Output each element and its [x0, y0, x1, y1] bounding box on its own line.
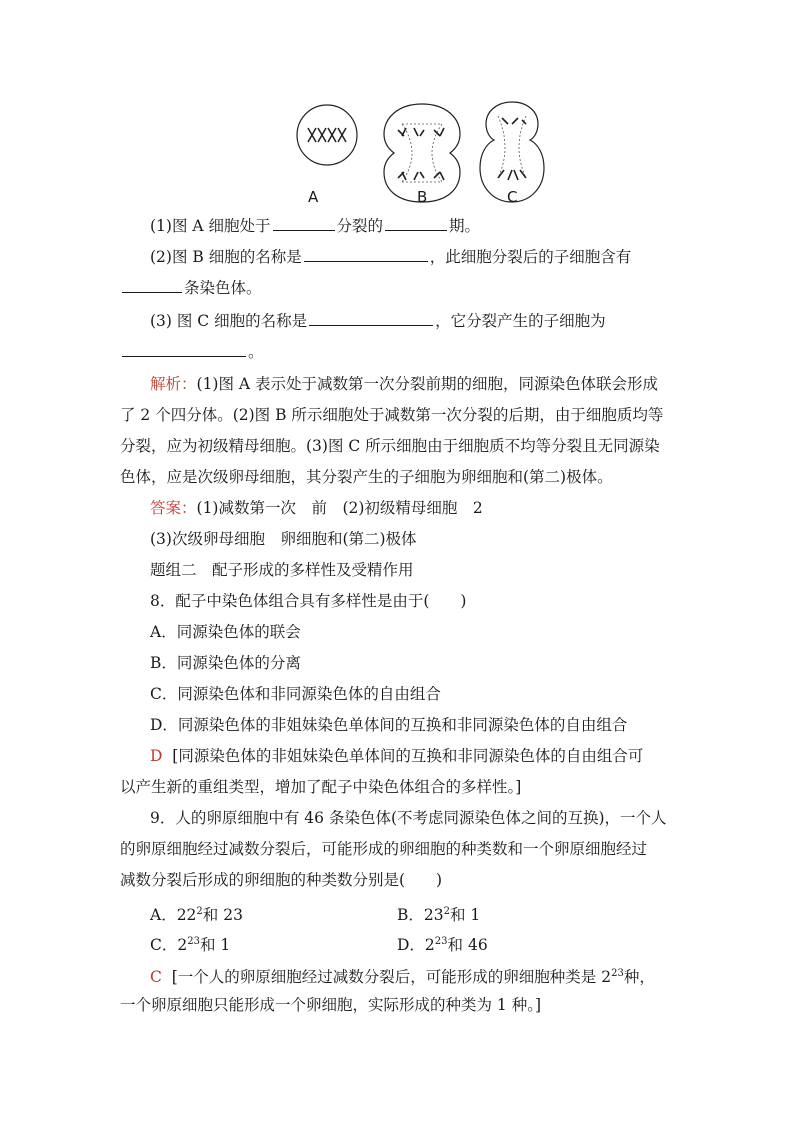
answer-line-2: (3)次级卵母细胞 卵细胞和(第二)极体	[150, 530, 417, 548]
answer-blank	[273, 215, 335, 231]
analysis-label: 解析：	[150, 375, 197, 393]
figure-label-c: C	[507, 188, 518, 206]
answer-label: 答案：	[150, 499, 197, 517]
question-8-stem: 8．配子中染色体组合具有多样性是由于( )	[150, 592, 467, 610]
question-8-key: D	[150, 747, 163, 765]
answer-blank	[122, 341, 246, 357]
sub-question-2-text-b: ，此细胞分裂后的子细胞含有	[429, 248, 632, 266]
question-8-option-c: C．同源染色体和非同源染色体的自由组合	[150, 685, 441, 703]
answer-text-1: (1)减数第一次 前 (2)初级精母细胞 2	[196, 499, 483, 517]
analysis-line-4: 色体，应是次级卵母细胞，其分裂产生的子细胞为卵细胞和(第二)极体。	[120, 468, 613, 486]
analysis-line-1	[150, 372, 658, 396]
option-c-exponent: 23	[187, 936, 200, 947]
question-8-explain-2: 以产生新的重组类型，增加了配子中染色体组合的多样性。]	[120, 778, 522, 796]
sub-question-2-cont	[120, 276, 262, 300]
figure-label-a: A	[308, 188, 319, 206]
analysis-line-3: 分裂，应为初级精母细胞。(3)图 C 所示细胞由于细胞质不均等分裂且无同源染	[120, 437, 660, 455]
question-9-stem-3: 减数分裂后形成的卵细胞的种类数分别是( )	[120, 871, 443, 889]
question-8-explain-1	[150, 744, 643, 768]
sub-question-3-text-c: 。	[248, 343, 264, 361]
figure-label-b: B	[417, 188, 428, 206]
answer-blank	[385, 215, 447, 231]
question-8-option-a: A．同源染色体的联会	[150, 623, 301, 641]
option-d-exponent: 23	[434, 936, 448, 947]
question-9-stem-2: 的卵原细胞经过减数分裂后，可能形成的卵细胞的种类数和一个卵原细胞经过	[120, 840, 648, 858]
question-9-explain-tail: 种，	[623, 968, 655, 986]
option-a-base: A．22	[150, 906, 197, 924]
option-d-tail: 和 46	[447, 936, 488, 954]
sub-question-1	[150, 214, 480, 238]
question-9-explain-2: 一个卵原细胞只能形成一个卵细胞，实际形成的种类为 1 种。]	[120, 996, 542, 1014]
answer-blank	[122, 277, 182, 293]
sub-question-2	[150, 245, 631, 269]
question-9-option-b	[397, 900, 480, 927]
question-9-stem-1: 9．人的卵原细胞中有 46 条染色体(不考虑同源染色体之间的互换)，一个人	[150, 809, 667, 827]
question-9-explain-1	[150, 962, 655, 989]
question-9-key: C	[150, 968, 162, 986]
option-c-base: C．2	[150, 936, 188, 954]
question-8-explain-text-1: [同源染色体的非姐妹染色单体间的互换和非同源染色体的自由组合可	[172, 747, 644, 765]
answer-blank	[309, 310, 433, 326]
option-a-tail: 和 23	[202, 906, 243, 924]
option-b-base: B．23	[397, 906, 444, 924]
sub-question-1-text-c: 期。	[449, 217, 481, 235]
answer-blank	[304, 246, 428, 262]
question-9-option-c	[150, 930, 230, 957]
sub-question-3-cont	[120, 340, 264, 364]
sub-question-2-text-a: (2)图 B 细胞的名称是	[150, 248, 302, 266]
section-heading: 题组二 配子形成的多样性及受精作用	[150, 561, 414, 579]
sub-question-3-text-b: ，它分裂产生的子细胞为	[435, 312, 606, 330]
question-8-option-d: D．同源染色体的非姐妹染色单体间的互换和非同源染色体的自由组合	[150, 716, 628, 734]
figure-c-cell	[480, 102, 544, 202]
option-b-tail: 和 1	[450, 906, 481, 924]
question-8-option-b: B．同源染色体的分离	[150, 654, 301, 672]
analysis-text-1: (1)图 A 表示处于减数第一次分裂前期的细胞，同源染色体联会形成	[196, 375, 659, 393]
sub-question-2-text-c: 条染色体。	[184, 279, 262, 297]
sub-question-3-text-a: (3) 图 C 细胞的名称是	[150, 312, 308, 330]
sub-question-3	[150, 309, 606, 333]
analysis-line-2: 了 2 个四分体。(2)图 B 所示细胞处于减数第一次分裂的后期，由于细胞质均等	[120, 406, 664, 424]
sub-question-1-text-b: 分裂的	[336, 217, 384, 235]
option-b-exponent: 2	[443, 906, 450, 917]
figure-a-cell	[297, 105, 357, 165]
option-a-exponent: 2	[196, 906, 203, 917]
answer-line-1	[150, 496, 483, 520]
question-9-explain-exponent: 23	[611, 968, 624, 979]
option-d-base: D．2	[397, 936, 435, 954]
option-c-tail: 和 1	[199, 936, 231, 954]
question-9-option-d	[397, 930, 488, 957]
sub-question-1-text-a: (1)图 A 细胞处于	[150, 217, 271, 235]
question-9-explain-text-1: [一个人的卵原细胞经过减数分裂后，可能形成的卵细胞种类是 2	[171, 968, 612, 986]
question-9-option-a	[150, 900, 243, 927]
